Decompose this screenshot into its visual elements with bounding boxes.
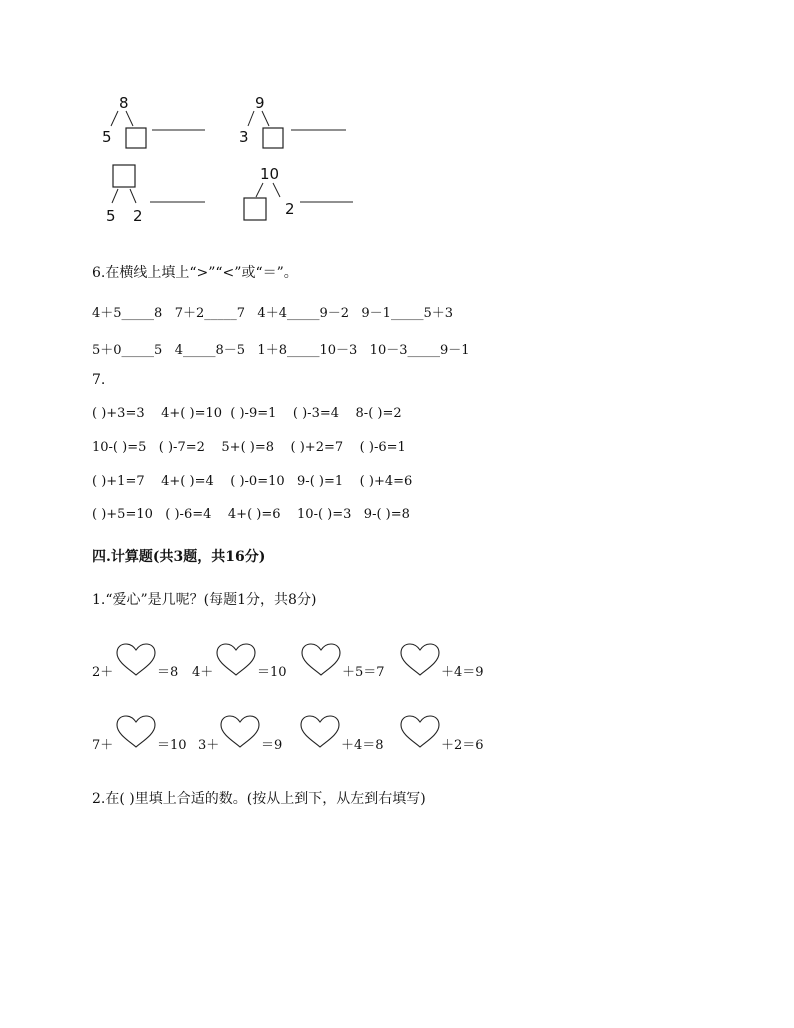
number-bond-2: [239, 94, 346, 148]
heart-eq-4-after: ＋4＝9: [441, 665, 484, 680]
number-bond-diagrams: [90, 90, 490, 230]
answer-box[interactable]: [263, 128, 283, 148]
bond-4-right: 2: [285, 200, 295, 218]
q7-row-2[interactable]: 10-( )=5 ( )-7=2 5+( )=8 ( )+2=7 ( )-6=1: [92, 440, 406, 455]
heart-icon[interactable]: [219, 714, 261, 750]
number-bond-3: [106, 165, 205, 225]
bond-1-left: 5: [102, 128, 112, 146]
heart-eq-2-after: ＝10: [257, 665, 287, 680]
bond-3-right: 2: [133, 207, 143, 225]
q7-row-4[interactable]: ( )+5=10 ( )-6=4 4+( )=6 10-( )=3 9-( )=8: [92, 507, 410, 522]
heart-icon[interactable]: [300, 642, 342, 678]
q7-row-1[interactable]: ( )+3=3 4+( )=10 ( )-9=1 ( )-3=4 8-( )=2: [92, 406, 402, 421]
q7-title: 7.: [92, 372, 106, 388]
bond-2-top: 9: [255, 94, 265, 112]
answer-box[interactable]: [244, 198, 266, 220]
section-4-q1-title: 1.“爱心”是几呢？(每题1分，共8分): [92, 592, 317, 608]
heart-eq-6-after: ＝9: [261, 738, 283, 753]
bond-1-top: 8: [119, 94, 129, 112]
heart-icon[interactable]: [299, 714, 341, 750]
number-bond-1: [102, 94, 205, 148]
heart-icon[interactable]: [399, 642, 441, 678]
section-4-heading: 四.计算题(共3题，共16分): [92, 549, 266, 565]
q6-row-1[interactable]: 4＋5_____8 7＋2_____7 4＋4_____9－2 9－1_____5＋3: [92, 306, 453, 321]
heart-eq-5-before: 7＋: [92, 738, 114, 753]
heart-eq-1-before: 2＋: [92, 665, 114, 680]
heart-eq-5-after: ＝10: [157, 738, 187, 753]
heart-eq-7-after: ＋4＝8: [341, 738, 384, 753]
heart-icon[interactable]: [399, 714, 441, 750]
heart-eq-1-after: ＝8: [157, 665, 179, 680]
q6-title: 6.在横线上填上“>”“<”或“＝”。: [92, 265, 298, 281]
section-4-q2-title: 2.在( )里填上合适的数。(按从上到下，从左到右填写): [92, 791, 426, 807]
heart-eq-8-after: ＋2＝6: [441, 738, 484, 753]
heart-eq-6-before: 3＋: [198, 738, 220, 753]
bond-4-top: 10: [260, 165, 280, 183]
number-bond-4: [244, 165, 353, 220]
heart-icon[interactable]: [115, 714, 157, 750]
heart-icon[interactable]: [215, 642, 257, 678]
bond-2-left: 3: [239, 128, 249, 146]
bond-3-left: 5: [106, 207, 116, 225]
answer-box[interactable]: [113, 165, 135, 187]
heart-icon[interactable]: [115, 642, 157, 678]
q6-row-2[interactable]: 5＋0_____5 4_____8－5 1＋8_____10－3 10－3_____9－1: [92, 343, 470, 358]
q7-row-3[interactable]: ( )+1=7 4+( )=4 ( )-0=10 9-( )=1 ( )+4=6: [92, 474, 413, 489]
heart-eq-3-after: ＋5＝7: [342, 665, 385, 680]
heart-eq-2-before: 4＋: [192, 665, 214, 680]
answer-box[interactable]: [126, 128, 146, 148]
